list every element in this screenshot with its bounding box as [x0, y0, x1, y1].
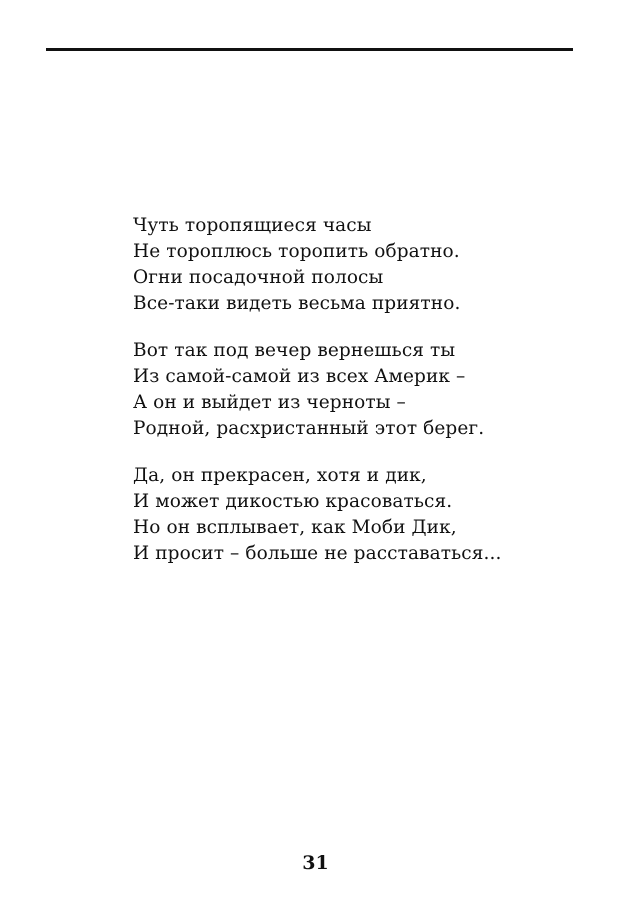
poem-line: Не тороплюсь торопить обратно.: [133, 241, 460, 262]
poem-line: И может дикостью красоваться.: [133, 491, 453, 512]
poem-line: Вот так под вечер вернешься ты: [133, 340, 456, 361]
stanza-2: [133, 338, 573, 442]
stanza-1: [133, 213, 573, 317]
poem-line: Все-таки видеть весьма приятно.: [133, 293, 461, 314]
poem-line: Из самой-самой из всех Америк –: [133, 366, 466, 387]
stanza-3: [133, 463, 573, 567]
poem-line: Родной, расхристанный этот берег.: [133, 418, 485, 439]
poem-line: И просит – больше не расставаться...: [133, 543, 502, 564]
page-number: 31: [302, 852, 329, 874]
poem-line: Огни посадочной полосы: [133, 267, 384, 288]
poem-line: Но он всплывает, как Моби Дик,: [133, 517, 457, 538]
top-rule: [46, 48, 573, 51]
poem-line: Да, он прекрасен, хотя и дик,: [133, 465, 427, 486]
poem: [133, 213, 573, 588]
poem-line: А он и выйдет из черноты –: [133, 392, 406, 413]
poem-line: Чуть торопящиеся часы: [133, 215, 372, 236]
